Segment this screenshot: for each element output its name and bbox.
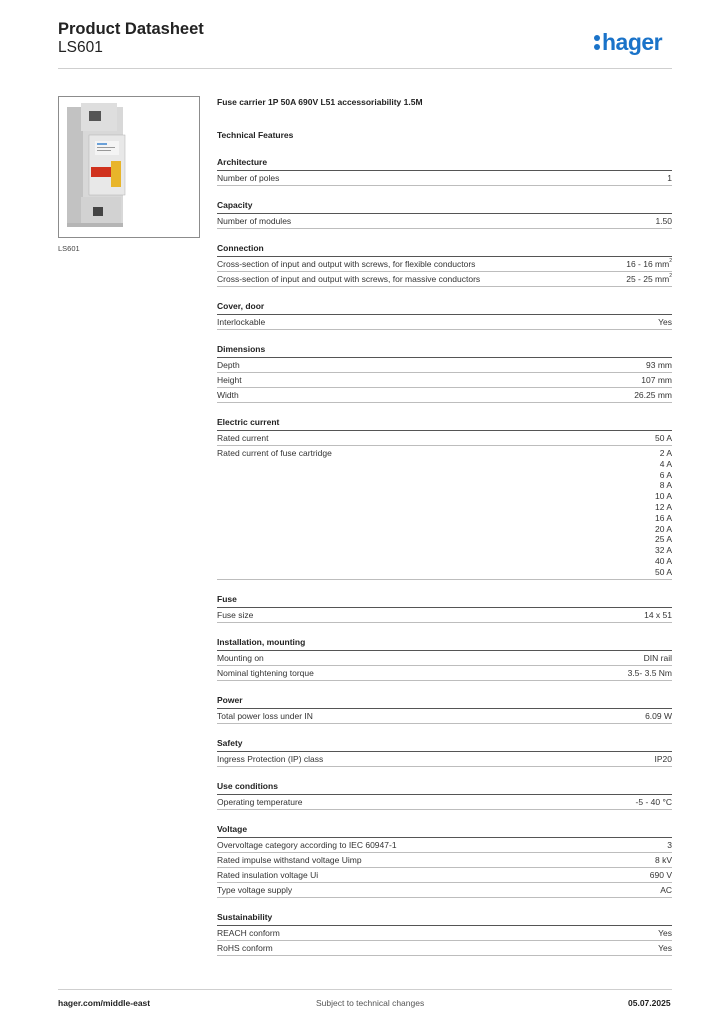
- spec-label: Fuse size: [217, 609, 254, 620]
- spec-label: Width: [217, 390, 239, 400]
- spec-value-text: 3.5- 3.5 Nm: [627, 667, 672, 678]
- spec-label: Interlockable: [217, 317, 266, 327]
- section-title: Architecture: [217, 157, 672, 171]
- footer-date: 05.07.2025: [628, 998, 671, 1008]
- spec-label: Depth: [217, 360, 240, 370]
- spec-value: [655, 448, 672, 578]
- footer-website: hager.com/middle-east: [58, 998, 151, 1008]
- section: [217, 781, 672, 810]
- section-title: Power: [217, 695, 672, 709]
- spec-label: REACH conform: [217, 927, 280, 938]
- section: [217, 594, 672, 623]
- product-image: [58, 96, 200, 238]
- spec-row: [217, 853, 672, 868]
- spec-value: [658, 943, 672, 954]
- footer-divider: [58, 989, 672, 990]
- header-divider: [58, 68, 672, 69]
- spec-value: [626, 259, 672, 270]
- section: [217, 301, 672, 330]
- spec-value-text: 93 mm: [646, 360, 672, 370]
- spec-value: [644, 610, 672, 621]
- spec-label: Cross-section of input and output with screws, for massive conductors: [217, 274, 481, 284]
- spec-value-item: 10 A: [654, 491, 672, 502]
- spec-value-item: 32 A: [654, 545, 672, 556]
- spec-row: [217, 651, 672, 666]
- spec-label: Rated insulation voltage Ui: [217, 869, 319, 880]
- spec-label: Rated impulse withstand voltage Uimp: [217, 854, 362, 865]
- features-heading: Technical Features: [217, 130, 294, 140]
- spec-label: RoHS conform: [217, 942, 273, 953]
- spec-value-text: 107 mm: [641, 375, 672, 385]
- feature-sections: [217, 157, 672, 956]
- spec-value-text: Yes: [658, 317, 672, 327]
- spec-value: [667, 840, 672, 851]
- spec-value-text: AC: [660, 884, 672, 895]
- section: [217, 157, 672, 186]
- spec-value: [636, 797, 672, 808]
- spec-value-text: 1: [667, 173, 672, 183]
- spec-value-text: 690 V: [649, 869, 672, 880]
- hager-logo: [593, 28, 675, 56]
- section: [217, 912, 672, 956]
- section: [217, 417, 672, 580]
- section-title: Installation, mounting: [217, 637, 672, 651]
- spec-value: [645, 711, 672, 722]
- spec-row: [217, 214, 672, 229]
- spec-row: [217, 358, 672, 373]
- spec-value: [660, 885, 672, 896]
- spec-value-text: 6.09 W: [645, 710, 672, 721]
- spec-value-text: 8 kV: [654, 854, 672, 865]
- spec-row: [217, 446, 672, 580]
- spec-label: Rated current of fuse cartridge: [217, 448, 332, 458]
- section-title: Use conditions: [217, 781, 672, 795]
- spec-row: [217, 431, 672, 446]
- section: [217, 695, 672, 724]
- spec-value-text: 3: [667, 839, 672, 850]
- spec-row: [217, 171, 672, 186]
- spec-label: Type voltage supply: [217, 884, 293, 895]
- spec-value-text: -5 - 40 °C: [635, 796, 672, 807]
- datasheet-content: [217, 97, 672, 970]
- spec-row: [217, 868, 672, 883]
- spec-value-text: Yes: [658, 942, 672, 953]
- spec-value: [658, 317, 672, 328]
- fuse-carrier-illustration: [59, 97, 199, 237]
- spec-value-item: 20 A: [654, 523, 672, 534]
- unit-superscript: 2: [669, 258, 672, 264]
- spec-row: [217, 272, 672, 287]
- spec-value: [634, 390, 672, 401]
- spec-row: [217, 373, 672, 388]
- spec-value: [644, 653, 672, 664]
- spec-row: [217, 795, 672, 810]
- spec-label: Overvoltage category according to IEC 60947-1: [217, 839, 397, 850]
- svg-text:hager: hager: [602, 29, 663, 55]
- spec-row: [217, 838, 672, 853]
- product-title: Fuse carrier 1P 50A 690V L51 accessoriability 1.5M: [217, 97, 423, 107]
- spec-value: [646, 360, 672, 371]
- section: [217, 637, 672, 681]
- spec-value-text: 16 - 16 mm: [626, 259, 670, 269]
- spec-value: [655, 855, 672, 866]
- spec-label: Number of modules: [217, 216, 292, 226]
- spec-value: [626, 274, 672, 285]
- spec-value-item: 16 A: [654, 512, 672, 523]
- spec-value: [667, 173, 672, 184]
- spec-label: Number of poles: [217, 173, 280, 183]
- spec-label: Rated current: [217, 433, 269, 443]
- spec-value-item: 12 A: [654, 501, 672, 512]
- section: [217, 738, 672, 767]
- spec-value: [650, 870, 672, 881]
- spec-value-text: 50 A: [654, 433, 672, 443]
- page-title: Product Datasheet: [58, 20, 204, 38]
- spec-label: Nominal tightening torque: [217, 667, 314, 678]
- spec-row: [217, 608, 672, 623]
- spec-value-item: 2 A: [659, 448, 672, 458]
- spec-value: [655, 433, 672, 444]
- spec-label: Mounting on: [217, 652, 264, 663]
- section: [217, 344, 672, 403]
- spec-value-text: 1.50: [655, 216, 672, 226]
- spec-label: Total power loss under IN: [217, 710, 313, 721]
- product-code: LS601: [58, 39, 103, 56]
- spec-value: [655, 754, 673, 765]
- spec-label: Ingress Protection (IP) class: [217, 753, 324, 764]
- spec-row: [217, 752, 672, 767]
- spec-value-text: DIN rail: [643, 652, 672, 663]
- unit-superscript: 2: [669, 273, 672, 279]
- spec-value: [641, 375, 672, 386]
- section-title: Connection: [217, 243, 672, 257]
- spec-value-text: 26.25 mm: [634, 390, 672, 400]
- spec-row: [217, 666, 672, 681]
- spec-value: [658, 928, 672, 939]
- spec-value-text: Yes: [658, 927, 672, 938]
- section-title: Cover, door: [217, 301, 672, 315]
- section-title: Electric current: [217, 417, 672, 431]
- spec-value-text: IP20: [654, 753, 672, 764]
- section-title: Sustainability: [217, 912, 672, 926]
- spec-value-text: 14 x 51: [644, 609, 672, 620]
- spec-value-item: 6 A: [659, 469, 672, 480]
- spec-value: [655, 216, 672, 227]
- footer-notice: Subject to technical changes: [316, 998, 425, 1008]
- spec-value-text: 25 - 25 mm: [626, 274, 670, 284]
- section-title: Voltage: [217, 824, 672, 838]
- spec-label: Height: [217, 375, 242, 385]
- section-title: Safety: [217, 738, 672, 752]
- spec-row: [217, 926, 672, 941]
- section: [217, 200, 672, 229]
- spec-value-item: 8 A: [659, 480, 672, 491]
- spec-value-item: 25 A: [654, 534, 672, 545]
- spec-row: [217, 709, 672, 724]
- spec-row: [217, 941, 672, 956]
- spec-label: Cross-section of input and output with screws, for flexible conductors: [217, 259, 476, 269]
- spec-row: [217, 257, 672, 272]
- spec-row: [217, 315, 672, 330]
- spec-value: [628, 668, 672, 679]
- spec-value-item: 40 A: [654, 555, 672, 566]
- image-caption: LS601: [58, 244, 80, 253]
- section-title: Dimensions: [217, 344, 672, 358]
- spec-label: Operating temperature: [217, 796, 303, 807]
- section-title: Fuse: [217, 594, 672, 608]
- spec-row: [217, 388, 672, 403]
- spec-value-item: 50 A: [654, 566, 672, 577]
- section-title: Capacity: [217, 200, 672, 214]
- spec-value-item: 4 A: [659, 458, 672, 469]
- spec-row: [217, 883, 672, 898]
- section: [217, 824, 672, 898]
- section: [217, 243, 672, 287]
